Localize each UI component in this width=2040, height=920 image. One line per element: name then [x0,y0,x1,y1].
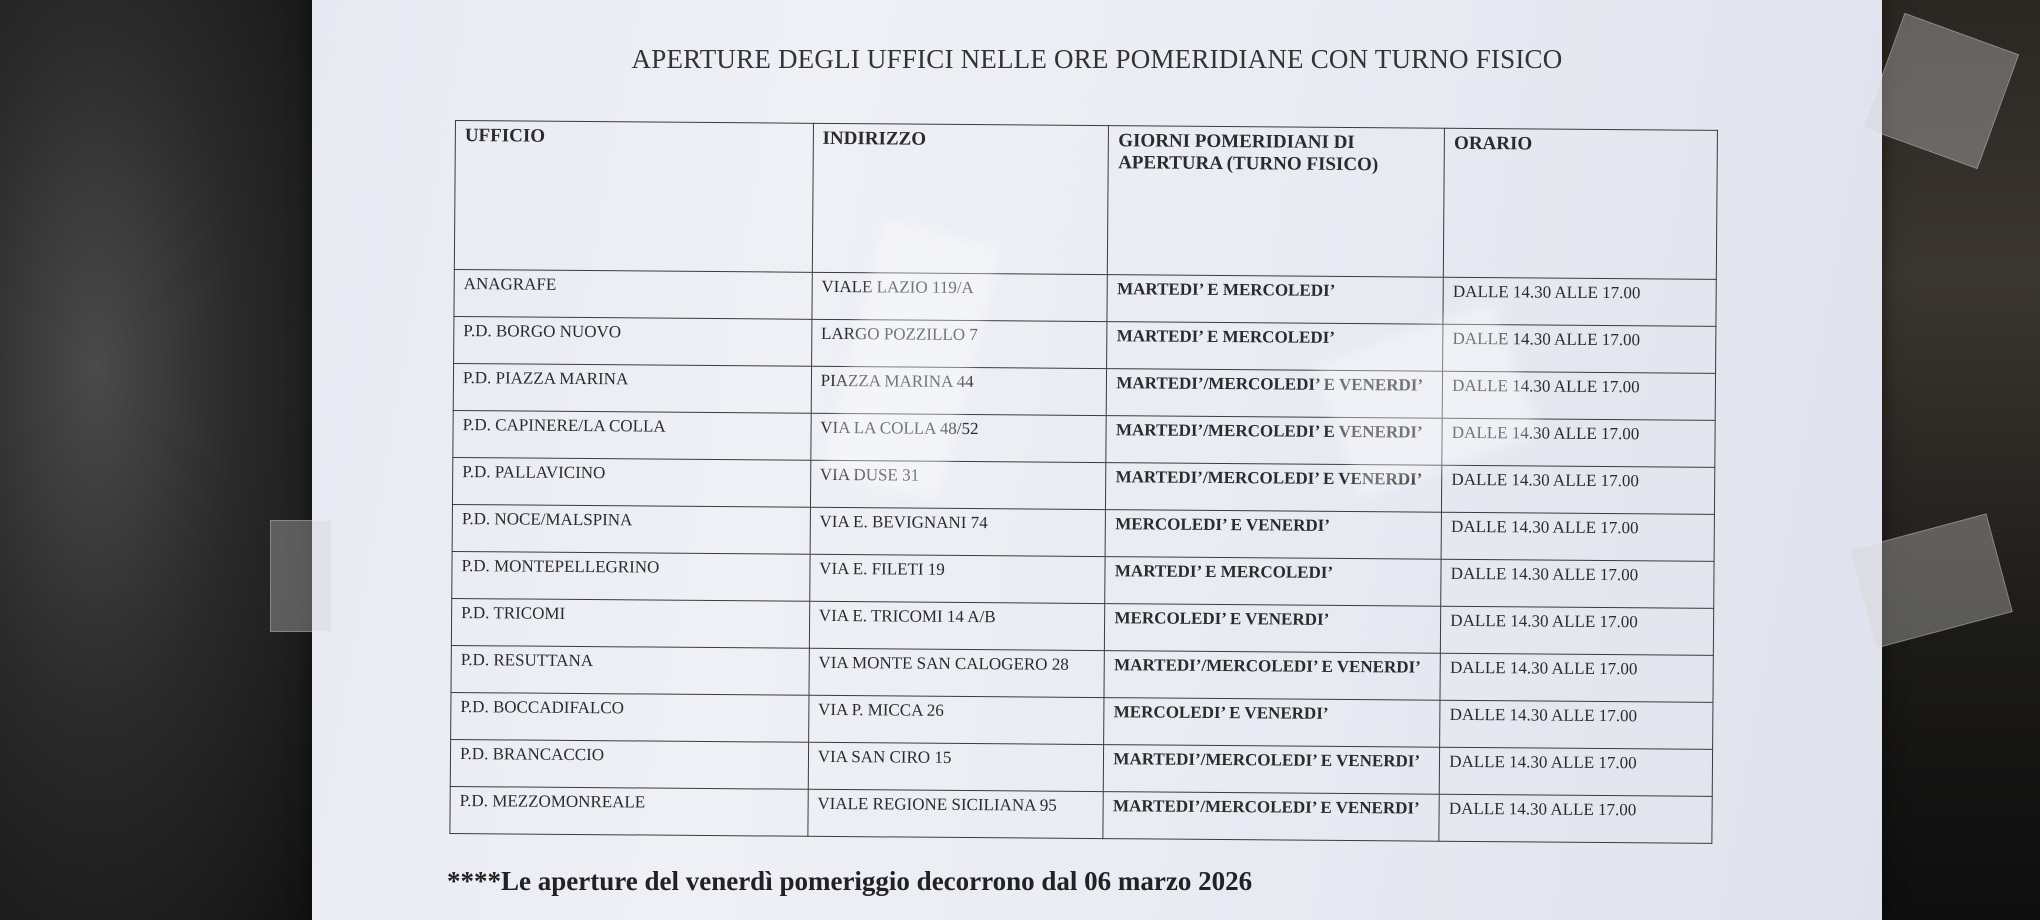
office-cell: P.D. BOCCADIFALCO [451,692,809,742]
background-wall-left [0,0,320,920]
days-cell: MERCOLEDI’ E VENERDI’ [1104,698,1440,748]
office-hours-table [449,120,1718,844]
hours-cell: DALLE 14.30 ALLE 17.00 [1442,371,1715,420]
address-cell: VIA LA COLLA 48/52 [811,413,1107,462]
office-cell: P.D. MONTEPELLEGRINO [452,551,810,601]
days-cell: MARTEDI’/MERCOLEDI’ E VENERDI’ [1104,745,1440,795]
address-cell: VIALE LAZIO 119/A [812,272,1108,321]
hours-cell: DALLE 14.30 ALLE 17.00 [1443,277,1716,326]
days-cell: MERCOLEDI’ E VENERDI’ [1106,510,1442,560]
address-cell: VIALE REGIONE SICILIANA 95 [808,789,1104,838]
hours-cell: DALLE 14.30 ALLE 17.00 [1440,700,1713,749]
address-cell: VIA MONTE SAN CALOGERO 28 [809,648,1105,697]
address-cell: VIA E. FILETI 19 [809,554,1105,603]
days-cell: MARTEDI’ E MERCOLEDI’ [1107,322,1443,372]
days-cell: MARTEDI’ E MERCOLEDI’ [1107,275,1443,325]
header-days: GIORNI POMERIDIANI DI APERTURA (TURNO FISICO) [1108,126,1445,278]
office-cell: P.D. BORGO NUOVO [454,316,812,366]
address-cell: LARGO POZZILLO 7 [811,319,1107,368]
address-cell: PIAZZA MARINA 44 [811,366,1107,415]
office-cell: P.D. NOCE/MALSPINA [452,504,810,554]
hours-cell: DALLE 14.30 ALLE 17.00 [1441,512,1714,561]
office-cell: ANAGRAFE [454,269,812,319]
address-cell: VIA SAN CIRO 15 [808,742,1104,791]
address-cell: VIA E. TRICOMI 14 A/B [809,601,1105,650]
hours-cell: DALLE 14.30 ALLE 17.00 [1441,606,1714,655]
footnote: ****Le aperture del venerdì pomeriggio decorrono dal 06 marzo 2026 [447,866,1253,896]
hours-cell: DALLE 14.30 ALLE 17.00 [1442,418,1715,467]
hours-cell: DALLE 14.30 ALLE 17.00 [1441,559,1714,608]
office-cell: P.D. TRICOMI [451,598,809,648]
days-cell: MARTEDI’/MERCOLEDI’ E VENERDI’ [1104,651,1440,701]
hours-cell: DALLE 14.30 ALLE 17.00 [1442,465,1715,514]
days-cell: MARTEDI’ E MERCOLEDI’ [1105,557,1441,607]
office-cell: P.D. CAPINERE/LA COLLA [453,410,811,460]
table-header-row [454,121,1717,280]
header-address: INDIRIZZO [812,123,1109,274]
tape-strip [270,520,332,632]
table-row [450,786,1712,843]
address-cell: VIA P. MICCA 26 [808,695,1104,744]
days-cell: MARTEDI’/MERCOLEDI’ E VENERDI’ [1106,416,1442,466]
notice-title: APERTURE DEGLI UFFICI NELLE ORE POMERIDIANE CON TURNO FISICO [631,44,1563,74]
office-cell: P.D. RESUTTANA [451,645,809,695]
office-cell: P.D. PALLAVICINO [452,457,810,507]
address-cell: VIA DUSE 31 [810,460,1106,509]
header-office: UFFICIO [454,121,813,273]
days-cell: MARTEDI’/MERCOLEDI’ E VENERDI’ [1107,369,1443,419]
hours-cell: DALLE 14.30 ALLE 17.00 [1440,653,1713,702]
office-cell: P.D. MEZZOMONREALE [450,786,808,836]
days-cell: MARTEDI’/MERCOLEDI’ E VENERDI’ [1106,463,1442,513]
hours-cell: DALLE 14.30 ALLE 17.00 [1439,747,1712,796]
hours-cell: DALLE 14.30 ALLE 17.00 [1439,794,1712,843]
hours-cell: DALLE 14.30 ALLE 17.00 [1443,324,1716,373]
days-cell: MARTEDI’/MERCOLEDI’ E VENERDI’ [1103,792,1439,842]
office-cell: P.D. BRANCACCIO [450,739,808,789]
address-cell: VIA E. BEVIGNANI 74 [810,507,1106,556]
days-cell: MERCOLEDI’ E VENERDI’ [1105,604,1441,654]
header-hours: ORARIO [1444,128,1718,279]
paper-notice [312,0,1882,920]
office-cell: P.D. PIAZZA MARINA [453,363,811,413]
